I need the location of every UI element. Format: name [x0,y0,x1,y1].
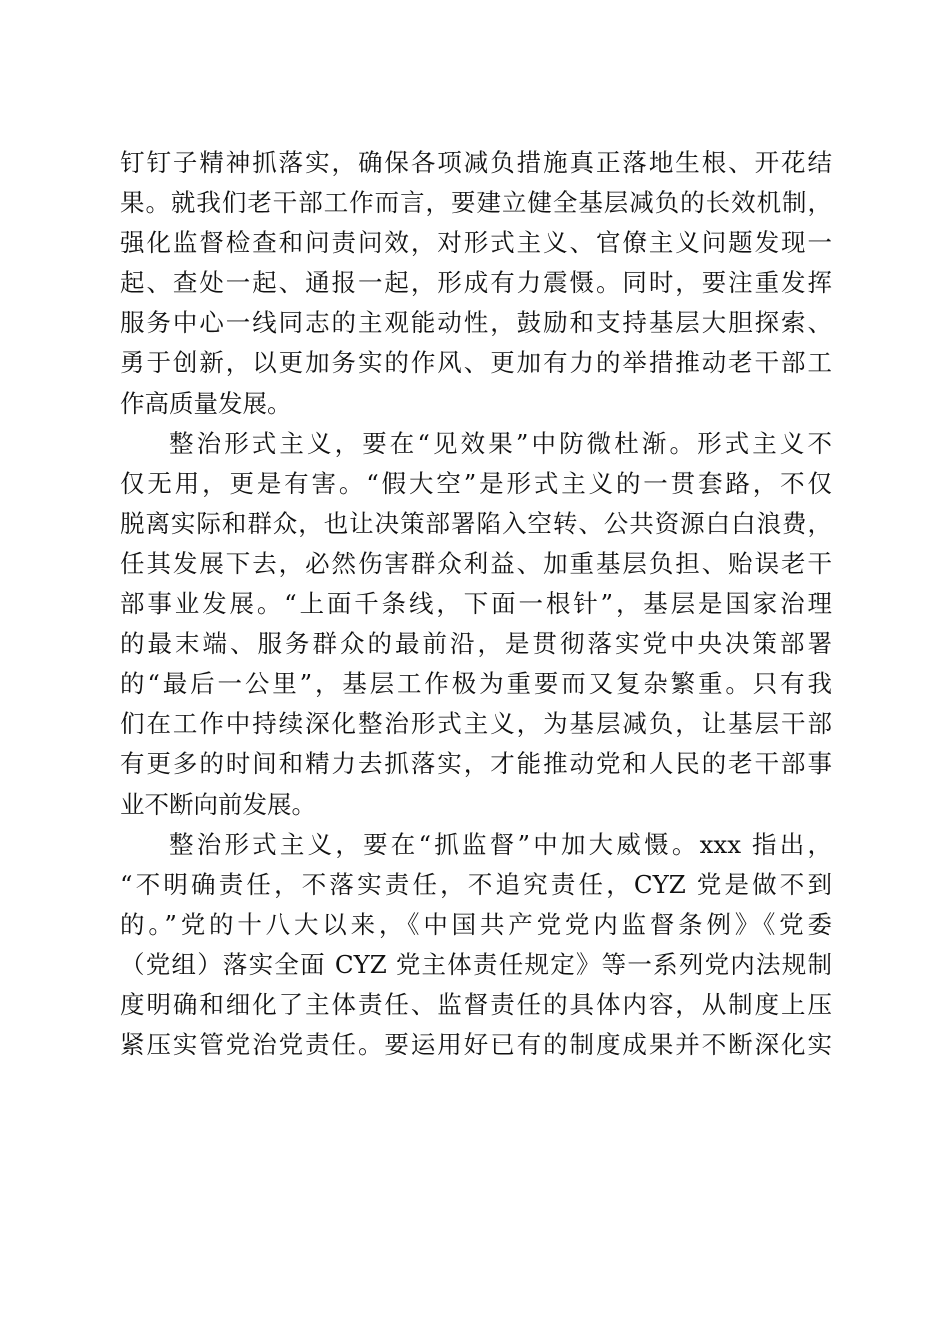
text-line: 起、查处一起、通报一起，形成有力震慑。同时，要注重发挥 [120,268,832,298]
text-line: 仅无用，更是有害。“假大空”是形式主义的一贯套路，不仅 [120,468,832,498]
text-line: 整治形式主义，要在“见效果”中防微杜渐。形式主义不 [169,428,832,458]
text-line: 紧压实管党治党责任。要运用好已有的制度成果并不断深化实 [120,1030,832,1060]
text-line: 脱离实际和群众，也让决策部署陷入空转、公共资源白白浪费， [120,508,832,538]
text-line: 果。就我们老干部工作而言，要建立健全基层减负的长效机制， [120,188,832,218]
text-line: 服务中心一线同志的主观能动性，鼓励和支持基层大胆探索、 [120,308,832,338]
text-line: 作高质量发展。 [120,388,292,418]
paragraph-2 [120,424,832,825]
text-line: 的“最后一公里”，基层工作极为重要而又复杂繁重。只有我 [120,669,832,699]
text-line: 度明确和细化了主体责任、监督责任的具体内容，从制度上压 [120,989,832,1019]
paragraph-3 [120,825,832,1066]
text-line: 们在工作中持续深化整治形式主义，为基层减负，让基层干部 [120,709,832,739]
text-line: （党组）落实全面 CYZ 党主体责任规定》等一系列党内法规制 [120,949,832,979]
text-line: “不明确责任，不落实责任，不追究责任，CYZ 党是做不到 [120,869,832,899]
text-line: 的。”党的十八大以来，《中国共产党党内监督条例》《党委 [120,909,832,939]
text-line: 整治形式主义，要在“抓监督”中加大威慑。xxx 指出， [169,829,832,859]
paragraph-1 [120,143,832,424]
body-text [120,143,832,1065]
text-line: 业不断向前发展。 [120,789,316,819]
text-line: 部事业发展。“上面千条线，下面一根针”，基层是国家治理 [120,589,832,619]
text-line: 勇于创新，以更加务实的作风、更加有力的举措推动老干部工 [120,348,832,378]
text-line: 钉钉子精神抓落实，确保各项减负措施真正落地生根、开花结 [120,148,832,177]
text-line: 有更多的时间和精力去抓落实，才能推动党和人民的老干部事 [120,749,832,779]
text-line: 任其发展下去，必然伤害群众利益、加重基层负担、贻误老干 [120,548,832,578]
text-line: 强化监督检查和问责问效，对形式主义、官僚主义问题发现一 [120,228,832,258]
text-line: 的最末端、服务群众的最前沿，是贯彻落实党中央决策部署 [120,629,832,659]
